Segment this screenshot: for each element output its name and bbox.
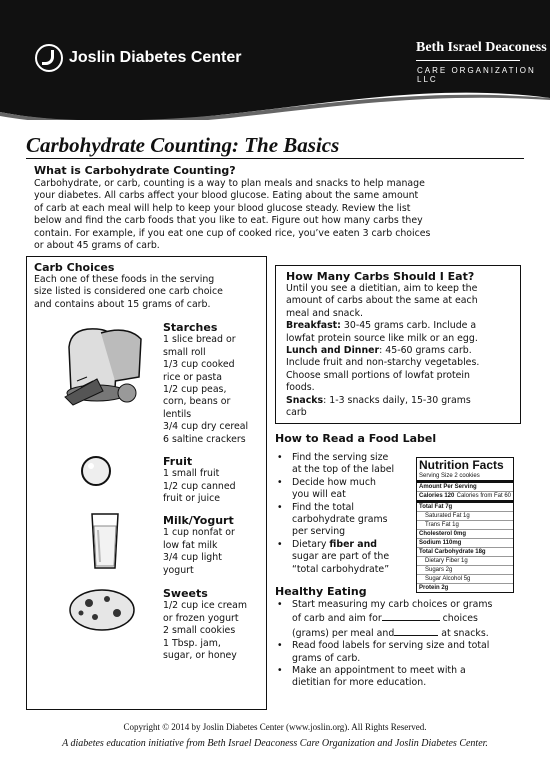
- starch-item: small roll: [163, 346, 206, 358]
- fruit-item: 1 small fruit: [163, 468, 220, 480]
- intro-line: of carb at each meal will help to keep your blood glucose steady. Review the list: [34, 202, 411, 214]
- step-line: • Find the serving size: [292, 452, 389, 463]
- intro-heading: What is Carbohydrate Counting?: [34, 164, 236, 177]
- intro-line: below and find the carb foods that you like to eat. Figure out how many carbs they: [34, 215, 423, 227]
- healthy-eating-list: [275, 599, 525, 690]
- step-line: at the top of the label: [292, 464, 395, 476]
- starch-item: 1 slice bread or: [163, 334, 236, 346]
- joslin-logo: [35, 44, 242, 72]
- starches-illustration: [57, 319, 157, 411]
- bidco-logo-subtitle: CARE ORGANIZATION LLC: [417, 66, 536, 84]
- item-text: choices: [439, 613, 478, 625]
- lunch-line: [286, 345, 518, 357]
- starches-heading: Starches: [163, 321, 218, 334]
- milk-glass-illustration: [89, 512, 121, 570]
- starch-item: 1/3 cup cooked: [163, 359, 235, 371]
- cookie-illustration: [67, 587, 137, 633]
- page-title: Carbohydrate Counting: The Basics: [26, 133, 340, 157]
- milk-item: 1 cup nonfat or: [163, 527, 235, 539]
- starch-item: 3/4 cup dry cereal: [163, 421, 249, 433]
- how-many-line: Until you see a dietitian, aim to keep the: [286, 283, 478, 294]
- sweets-group: [163, 588, 265, 662]
- nf-sodium: Sodium 110mg: [417, 538, 513, 547]
- starches-group: [163, 322, 265, 446]
- starch-item: rice or pasta: [163, 371, 222, 383]
- fruit-heading: Fruit: [163, 455, 193, 468]
- sweets-item: or frozen yogurt: [163, 612, 239, 624]
- food-label-step: [275, 539, 415, 576]
- page-header: [0, 0, 550, 120]
- step-line: “total carbohydrate”: [292, 563, 390, 575]
- carb-choices-blank[interactable]: [382, 611, 440, 621]
- breakfast-line: lowfat protein source like milk or an egg.: [286, 332, 478, 344]
- starch-item: 6 saltine crackers: [163, 433, 246, 445]
- step-line: carbohydrate grams: [292, 514, 388, 526]
- footer-tagline: A diabetes education initiative from Beth Israel Deaconess Care Organization and Joslin Diabetes Center.: [62, 738, 488, 749]
- sweets-item: 1/2 cup ice cream: [163, 600, 248, 612]
- item-line: grams of carb.: [292, 652, 361, 664]
- step-line: [292, 539, 415, 551]
- carb-choices-line: and contains about 15 grams of carb.: [34, 298, 211, 310]
- step-line: • Find the total: [292, 501, 354, 513]
- snacks-line: carb: [286, 407, 307, 419]
- intro-line: your diabetes. All carbs affect your blood glucose. Eating about the same amount: [34, 190, 419, 202]
- carb-choices-line: size listed is considered one carb choice: [34, 286, 223, 298]
- nutrition-facts-label: [416, 457, 514, 593]
- nf-serving: Serving Size 2 cookies: [419, 473, 480, 479]
- how-many-carbs-box: [275, 265, 521, 424]
- sweets-heading: Sweets: [163, 587, 208, 600]
- nf-calories: Calories 120: [419, 493, 455, 499]
- food-label-steps: [275, 452, 415, 576]
- intro-line: Carbohydrate, or carb, counting is a way to plan meals and snacks to help manage: [34, 178, 425, 189]
- title-divider: [26, 158, 524, 159]
- item-line: [292, 611, 525, 625]
- food-label-step: [275, 452, 415, 477]
- fruit-item: 1/2 cup canned: [163, 480, 236, 492]
- nf-trans-fat: Trans Fat 1g: [417, 520, 513, 529]
- starch-item: lentils: [163, 408, 192, 420]
- food-label-step: [275, 477, 415, 502]
- breakfast-text: 30-45 grams carb. Include a: [340, 320, 477, 332]
- nf-amount: Amount Per Serving: [417, 480, 513, 491]
- nf-sugars: Sugars 2g: [417, 565, 513, 574]
- how-many-line: meal and snack.: [286, 307, 363, 319]
- nf-total-carb: Total Carbohydrate 18g: [417, 547, 513, 556]
- healthy-eating-item: [275, 665, 525, 690]
- carb-choices-intro: [34, 274, 264, 311]
- joslin-logo-icon: [35, 44, 63, 72]
- intro-line: or about 45 grams of carb.: [34, 240, 160, 252]
- nf-fiber: Dietary Fiber 1g: [417, 556, 513, 565]
- item-text: of carb and aim for: [292, 613, 382, 625]
- starch-item: 1/2 cup peas,: [163, 384, 227, 396]
- step-text: Dietary: [292, 538, 330, 550]
- lunch-text: : 45-60 grams carb.: [379, 345, 472, 357]
- bidco-logo-divider: [416, 60, 520, 61]
- intro-paragraph: [34, 178, 474, 252]
- item-line: [292, 626, 525, 640]
- starch-item: corn, beans or: [163, 396, 231, 408]
- breakfast-line: [286, 320, 518, 332]
- milk-item: yogurt: [163, 564, 194, 576]
- item-text: at snacks.: [438, 627, 489, 639]
- snacks-label: Snacks: [286, 394, 324, 406]
- intro-line: contain. For example, if you eat one cup of cooked rice, you’ve eaten 3 carb choices: [34, 227, 431, 239]
- milk-heading: Milk/Yogurt: [163, 514, 234, 527]
- milk-item: low fat milk: [163, 539, 218, 551]
- how-many-heading: How Many Carbs Should I Eat?: [286, 270, 475, 283]
- fruit-item: fruit or juice: [163, 493, 221, 505]
- snacks-text: : 1-3 snacks daily, 15-30 grams: [323, 394, 471, 406]
- item-line: dietitian for more education.: [292, 677, 427, 689]
- step-line: sugar are part of the: [292, 551, 390, 563]
- how-many-content: [286, 283, 518, 419]
- item-line: • Make an appointment to meet with a: [292, 665, 466, 677]
- healthy-eating-heading: Healthy Eating: [275, 585, 367, 598]
- item-line: • Start measuring my carb choices or grams: [292, 599, 493, 610]
- lunch-line: Choose small portions of lowfat protein: [286, 369, 470, 381]
- joslin-logo-text: Joslin Diabetes Center: [69, 49, 242, 66]
- step-line: per serving: [292, 526, 346, 538]
- snack-grams-blank[interactable]: [394, 626, 438, 636]
- carb-choices-heading: Carb Choices: [34, 261, 115, 274]
- lunch-label: Lunch and Dinner: [286, 345, 380, 357]
- healthy-eating-item: [275, 599, 525, 640]
- snacks-line: [286, 395, 518, 407]
- milk-item: 3/4 cup light: [163, 552, 222, 564]
- nf-cholesterol: Cholesterol 0mg: [417, 529, 513, 538]
- carb-choices-line: Each one of these foods in the serving: [34, 274, 215, 285]
- lunch-line: foods.: [286, 382, 315, 394]
- nf-title: Nutrition Facts: [419, 458, 504, 472]
- carb-choices-box: [26, 256, 267, 710]
- nf-calories-row: [417, 491, 513, 500]
- sweets-item: 2 small cookies: [163, 625, 236, 637]
- step-line: • Decide how much: [292, 476, 376, 488]
- lunch-line: Include fruit and non-starchy vegetables.: [286, 357, 480, 369]
- nf-sat-fat: Saturated Fat 1g: [417, 511, 513, 520]
- item-text: (grams) per meal and: [292, 627, 395, 639]
- sweets-item: sugar, or honey: [163, 650, 237, 662]
- sweets-item: 1 Tbsp. jam,: [163, 637, 221, 649]
- nf-sugar-alcohol: Sugar Alcohol 5g: [417, 574, 513, 583]
- step-bold-text: fiber and: [329, 538, 378, 550]
- breakfast-label: Breakfast:: [286, 320, 341, 332]
- nf-protein: Protein 2g: [417, 583, 513, 592]
- fruit-group: [163, 456, 265, 506]
- food-label-heading: How to Read a Food Label: [275, 432, 437, 445]
- copyright-text: Copyright © 2014 by Joslin Diabetes Center (www.joslin.org). All Rights Reserved.: [123, 722, 427, 732]
- item-line: • Read food labels for serving size and total: [292, 640, 490, 652]
- bidco-logo-text: Beth Israel Deaconess: [416, 40, 547, 55]
- how-many-line: amount of carbs about the same at each: [286, 295, 478, 307]
- nf-calories-fat: Calories from Fat 60: [456, 493, 511, 499]
- nf-total-fat: Total Fat 7g: [417, 500, 513, 511]
- food-label-step: [275, 502, 415, 539]
- step-line: you will eat: [292, 489, 346, 501]
- milk-group: [163, 515, 265, 577]
- fruit-illustration: [79, 453, 113, 487]
- healthy-eating-item: [275, 640, 525, 665]
